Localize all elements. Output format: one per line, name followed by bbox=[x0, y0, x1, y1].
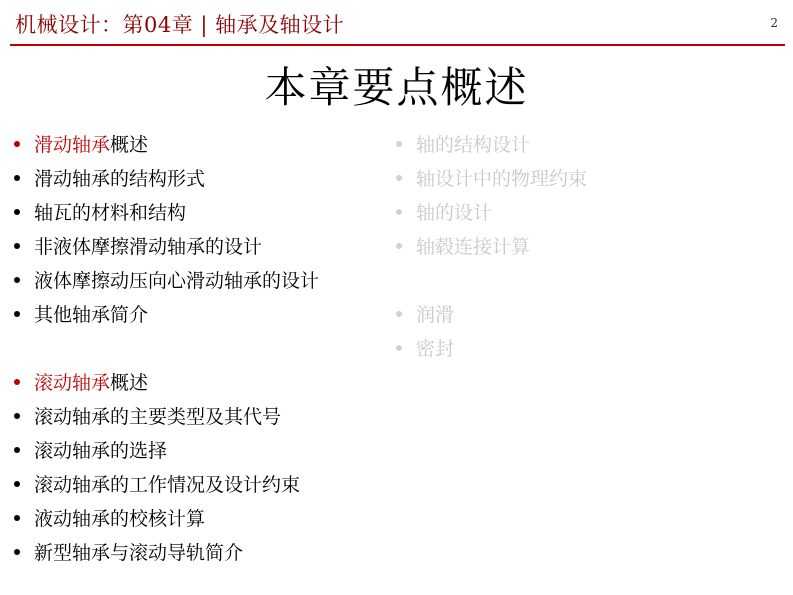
topic-text: 轴设计中的物理约束 bbox=[416, 168, 588, 190]
bullet-icon bbox=[14, 243, 20, 249]
topic-text: 轴瓦的材料和结构 bbox=[34, 202, 187, 224]
bullet-icon bbox=[396, 141, 402, 147]
topic-text: 滚动轴承的选择 bbox=[34, 440, 168, 462]
topic-text: 新型轴承与滚动导轨简介 bbox=[34, 542, 244, 564]
header-title: 机械设计：第04章 | 轴承及轴设计 bbox=[15, 13, 345, 37]
list-item bbox=[14, 128, 319, 162]
page-number: 2 bbox=[770, 16, 778, 30]
list-item bbox=[14, 298, 319, 332]
list-item bbox=[14, 366, 319, 400]
bullet-icon bbox=[14, 209, 20, 215]
list-item bbox=[396, 196, 587, 230]
list-item bbox=[14, 468, 319, 502]
bullet-icon bbox=[14, 277, 20, 283]
topic-text: 概述 bbox=[110, 134, 149, 156]
bullet-icon bbox=[14, 549, 20, 555]
list-spacer bbox=[396, 264, 587, 298]
left-topic-list bbox=[14, 128, 319, 570]
topic-text: 轴的结构设计 bbox=[416, 134, 531, 156]
list-item bbox=[14, 434, 319, 468]
bullet-icon bbox=[14, 447, 20, 453]
topic-text: 轴的设计 bbox=[416, 202, 493, 224]
bullet-icon bbox=[14, 481, 20, 487]
list-item bbox=[396, 162, 587, 196]
list-item bbox=[14, 196, 319, 230]
list-item bbox=[14, 162, 319, 196]
topic-text: 非液体摩擦滑动轴承的设计 bbox=[34, 236, 263, 258]
list-spacer bbox=[14, 332, 319, 366]
list-item bbox=[396, 230, 587, 264]
list-item bbox=[14, 502, 319, 536]
list-item bbox=[396, 332, 587, 366]
bullet-icon bbox=[14, 311, 20, 317]
bullet-icon bbox=[396, 345, 402, 351]
topic-text: 密封 bbox=[416, 338, 455, 360]
bullet-icon bbox=[396, 209, 402, 215]
topic-highlight: 滑动轴承 bbox=[34, 134, 111, 156]
bullet-icon bbox=[14, 175, 20, 181]
topic-text: 液动轴承的校核计算 bbox=[34, 508, 206, 530]
bullet-icon bbox=[396, 175, 402, 181]
bullet-icon bbox=[396, 311, 402, 317]
topic-text: 滚动轴承的工作情况及设计约束 bbox=[34, 474, 301, 496]
topic-text: 轴毂连接计算 bbox=[416, 236, 531, 258]
topic-highlight: 滚动轴承 bbox=[34, 372, 111, 394]
topic-text: 滚动轴承的主要类型及其代号 bbox=[34, 406, 282, 428]
list-item bbox=[14, 230, 319, 264]
topic-text: 液体摩擦动压向心滑动轴承的设计 bbox=[34, 270, 320, 292]
list-item bbox=[14, 264, 319, 298]
bullet-icon bbox=[396, 243, 402, 249]
topic-text: 其他轴承简介 bbox=[34, 304, 149, 326]
bullet-icon bbox=[14, 141, 20, 147]
topic-text: 润滑 bbox=[416, 304, 455, 326]
bullet-icon bbox=[14, 379, 20, 385]
topic-text: 滑动轴承的结构形式 bbox=[34, 168, 206, 190]
list-item bbox=[14, 536, 319, 570]
header-divider bbox=[10, 44, 785, 46]
topic-text: 概述 bbox=[110, 372, 149, 394]
list-item bbox=[396, 298, 587, 332]
list-item bbox=[14, 400, 319, 434]
bullet-icon bbox=[14, 413, 20, 419]
right-topic-list bbox=[396, 128, 587, 366]
list-item bbox=[396, 128, 587, 162]
bullet-icon bbox=[14, 515, 20, 521]
slide-title: 本章要点概述 bbox=[264, 63, 529, 112]
slide-header bbox=[0, 0, 793, 50]
